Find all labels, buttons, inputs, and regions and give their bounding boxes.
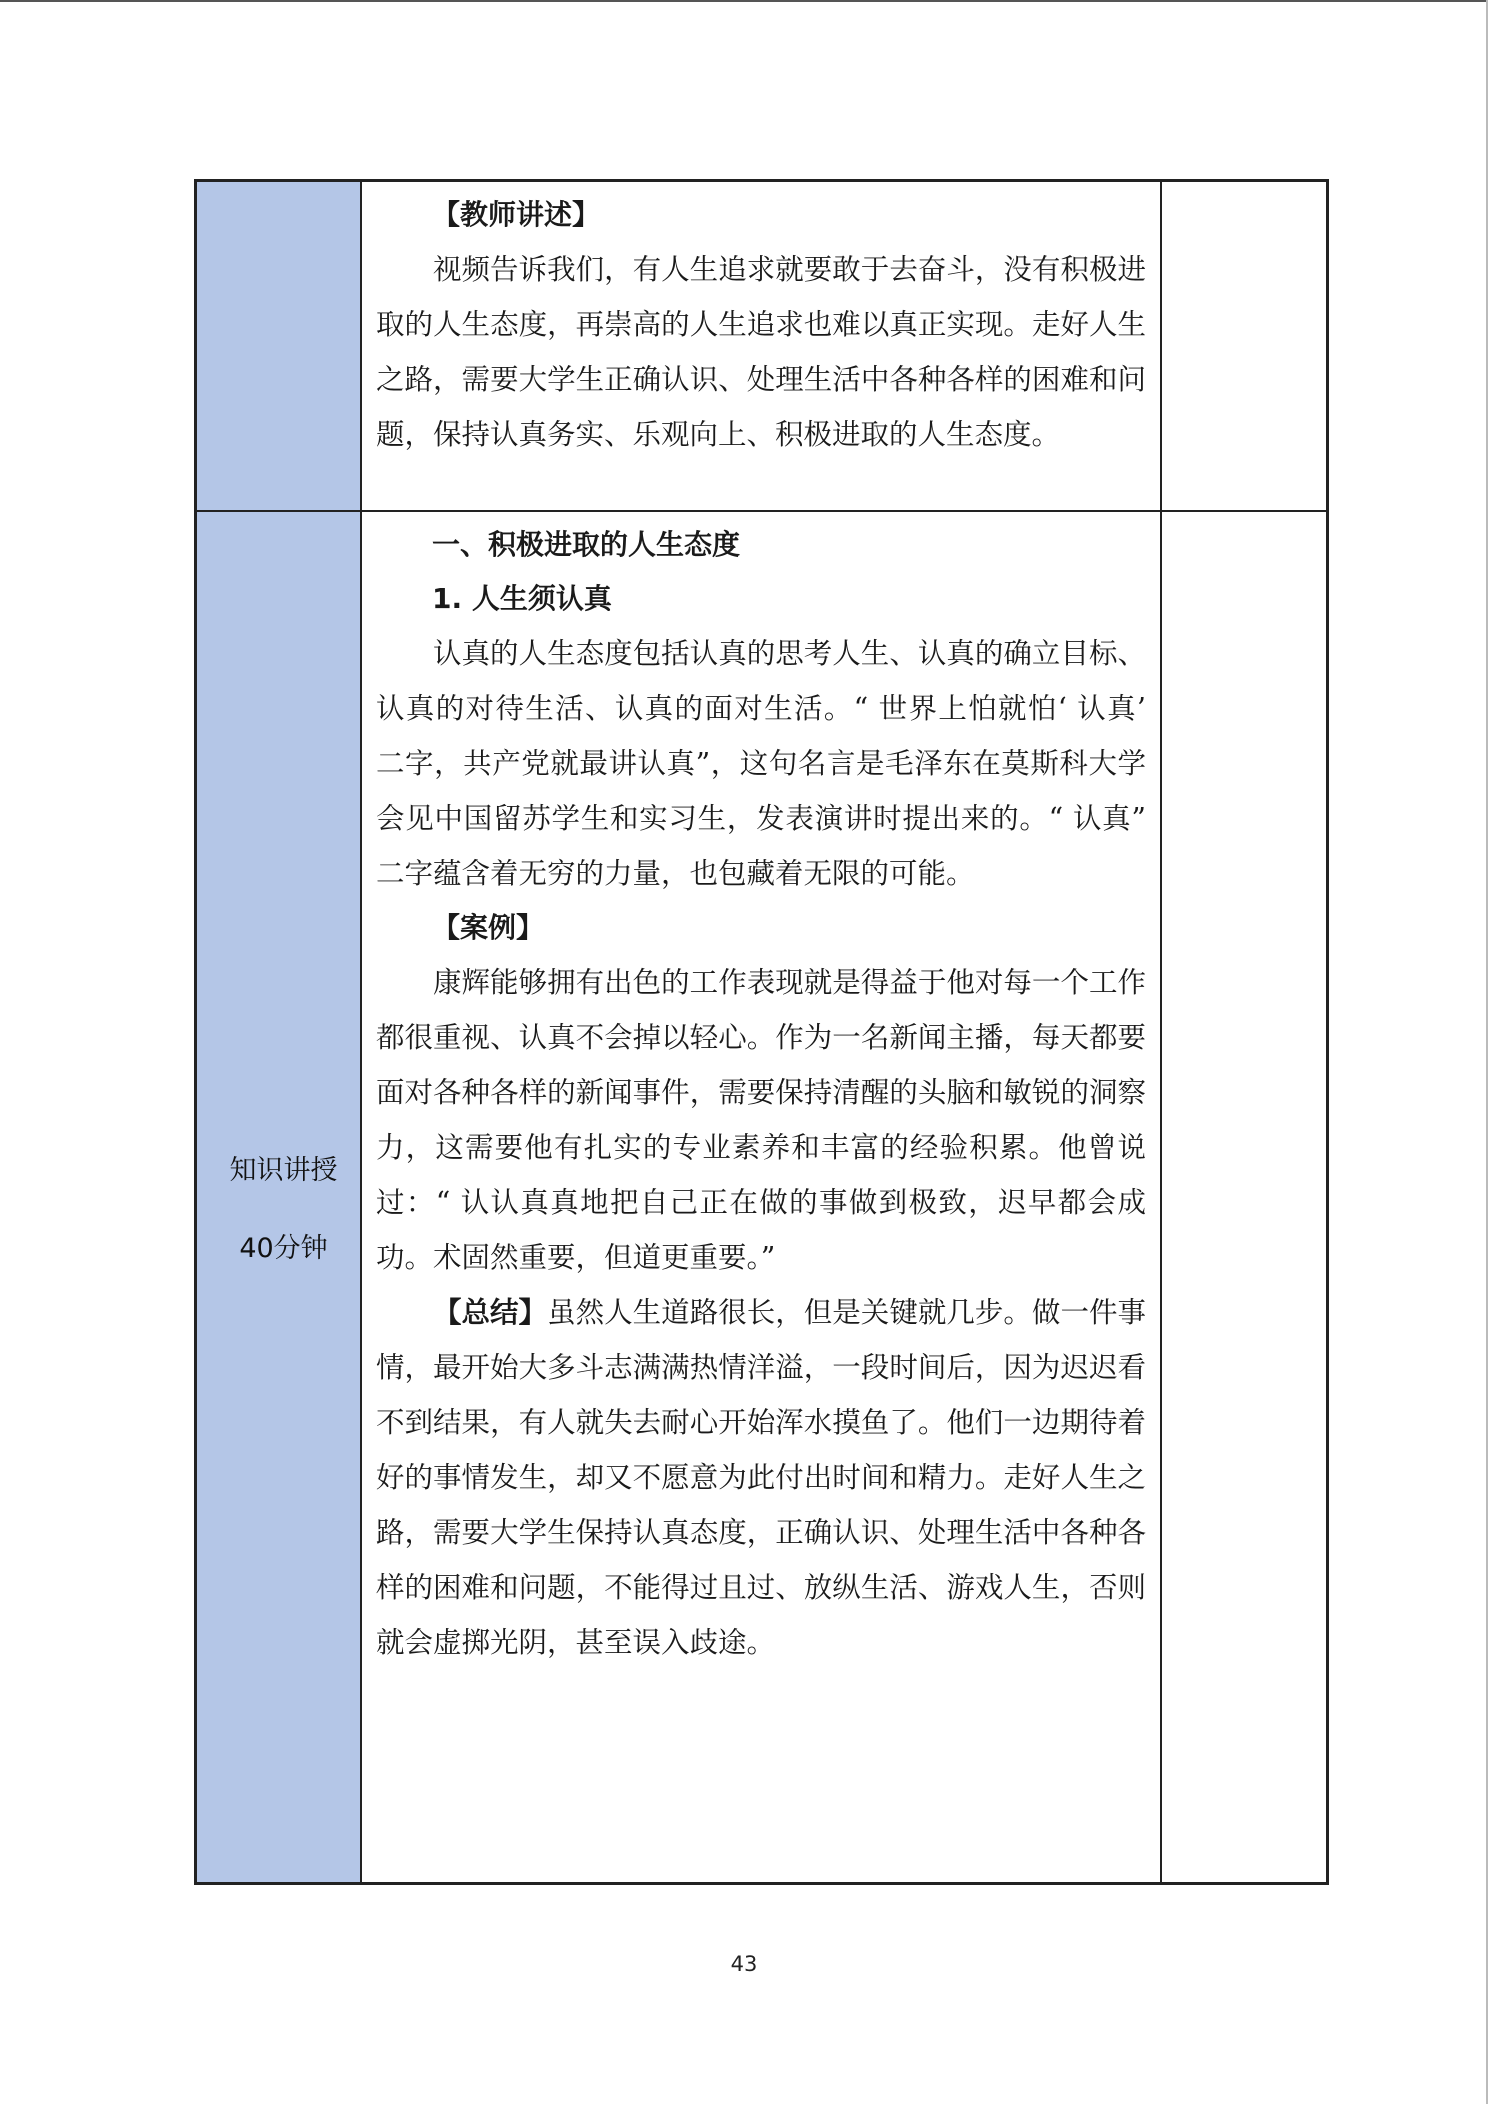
- notes-cell: [1161, 511, 1328, 1884]
- page-number: 43: [730, 1952, 758, 1976]
- notes-cell: [1161, 181, 1328, 511]
- stage-label-duration: 40分钟: [239, 1232, 328, 1264]
- table-row-knowledge-teaching: [196, 511, 1328, 1884]
- content-cell-teacher-narration: [361, 181, 1161, 511]
- subsection-heading: 1. 人生须认真: [432, 581, 612, 615]
- stage-label: [217, 1132, 350, 1288]
- summary-lead: 【总结】: [433, 1295, 548, 1329]
- page-top-border: [0, 0, 1488, 2]
- section-heading: 一、积极进取的人生态度: [432, 527, 741, 561]
- case-paragraph: 康辉能够拥有出色的工作表现就是得益于他对每一个工作都很重视、认真不会掉以轻心。作为一名新闻主播，每天都要面对各种各样的新闻事件，需要保持清醒的头脑和敏锐的洞察力，这需要他有扎实的专业素养和丰富的经验积累。他曾说过：“ 认认真真地把自己正在做的事做到极致，迟早都会成功。术固然重要，但道更重要。”: [376, 965, 1146, 1274]
- row-label-cell-knowledge: [196, 511, 362, 1884]
- stage-label-title: 知识讲授: [229, 1154, 338, 1186]
- summary-text: 虽然人生道路很长，但是关键就几步。做一件事情，最开始大多斗志满满热情洋溢，一段时间后，因为迟迟看不到结果，有人就失去耐心开始浑水摸鱼了。他们一边期待着好的事情发生，却又不愿意为此付出时间和精力。走好人生之路，需要大学生保持认真态度，正确认识、处理生活中各种各样的困难和问题，不能得过且过、放纵生活、游戏人生，否则就会虚掷光阴，甚至误入歧途。: [376, 1295, 1146, 1659]
- earnest-attitude-paragraph: 认真的人生态度包括认真的思考人生、认真的确立目标、认真的对待生活、认真的面对生活。“ 世界上怕就怕‘ 认真’ 二字，共产党就最讲认真”，这句名言是毛泽东在莫斯科大学会见中国留苏学生和实习生，发表演讲时提出来的。“ 认真” 二字蕴含着无穷的力量，也包藏着无限的可能。: [376, 636, 1146, 890]
- case-heading: 【案例】: [432, 910, 545, 944]
- row-label-cell-empty: [196, 181, 362, 511]
- teacher-narration-paragraph: 视频告诉我们，有人生追求就要敢于去奋斗，没有积极进取的人生态度，再崇高的人生追求也难以真正实现。走好人生之路，需要大学生正确认识、处理生活中各种各样的困难和问题，保持认真务实、乐观向上、积极进取的人生态度。: [376, 253, 1146, 451]
- table-row-teacher-narration: [196, 181, 1328, 511]
- summary-paragraph: [376, 1285, 1146, 1670]
- teacher-narration-heading: 【教师讲述】: [432, 198, 601, 231]
- lesson-plan-table: [194, 179, 1329, 1885]
- content-cell-knowledge: [361, 511, 1161, 1884]
